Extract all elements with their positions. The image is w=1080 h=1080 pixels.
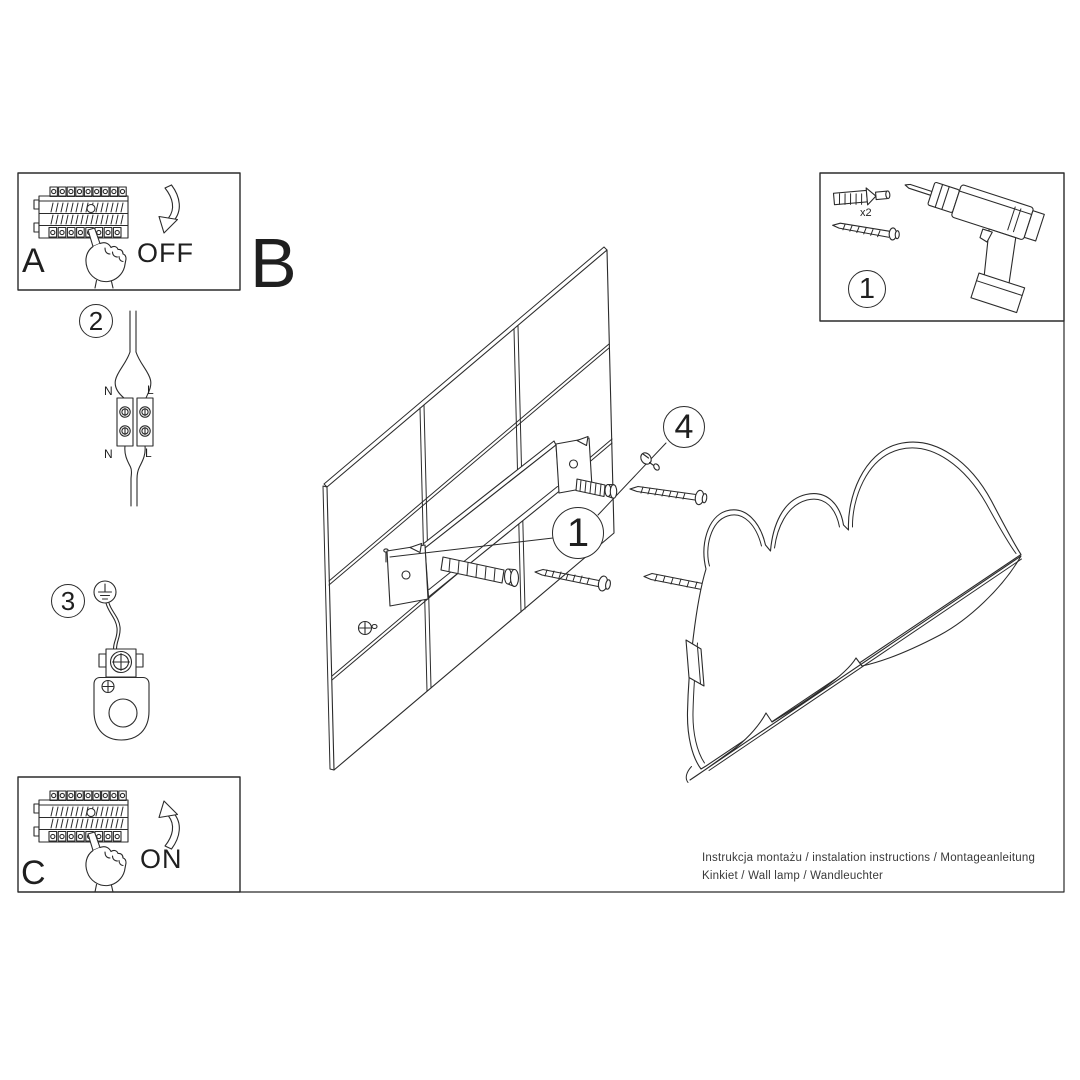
on-label: ON bbox=[140, 844, 183, 874]
wall-plug-icon bbox=[833, 186, 890, 208]
callout-1-badge bbox=[552, 507, 604, 559]
wire-label-n-bottom: N bbox=[104, 447, 113, 461]
step-3-badge bbox=[51, 584, 85, 618]
callout-1-number: 1 bbox=[566, 510, 590, 555]
cloud-lamp bbox=[686, 442, 1022, 782]
screw-icon bbox=[832, 223, 900, 240]
section-c-label: C bbox=[21, 854, 46, 892]
section-b-label: B bbox=[250, 224, 297, 302]
screw-upper bbox=[630, 487, 707, 506]
section-a-label: A bbox=[22, 242, 45, 280]
step-2-badge bbox=[79, 304, 113, 338]
footer-text bbox=[702, 850, 1035, 885]
wire-label-l-bottom: L bbox=[145, 446, 152, 460]
arrow-down-icon bbox=[159, 185, 179, 233]
wire-label-n-top: N bbox=[104, 384, 113, 398]
breaker-panel-off bbox=[34, 187, 128, 288]
step-2-number: 2 bbox=[88, 305, 104, 336]
parts-1-badge bbox=[848, 270, 886, 308]
ground-assembly bbox=[94, 581, 149, 740]
drill-icon bbox=[878, 168, 1049, 313]
step-3-number: 3 bbox=[60, 585, 76, 616]
footer-line-2: Kinkiet / Wall lamp / Wandleuchter bbox=[702, 869, 884, 882]
screw-quantity-label: x2 bbox=[860, 207, 872, 219]
callout-4-number: 4 bbox=[674, 407, 694, 446]
callout-4-badge bbox=[663, 406, 705, 448]
footer-line-1: Instrukcja montażu / instalation instructions / Montageanleitung bbox=[702, 852, 1036, 864]
breaker-panel-on bbox=[34, 791, 128, 892]
arrow-up-icon bbox=[159, 801, 179, 849]
off-label: OFF bbox=[137, 238, 194, 268]
terminal-block-diagram bbox=[115, 311, 153, 506]
parts-1-number: 1 bbox=[858, 272, 876, 305]
wire-label-l-top: L bbox=[147, 383, 154, 397]
